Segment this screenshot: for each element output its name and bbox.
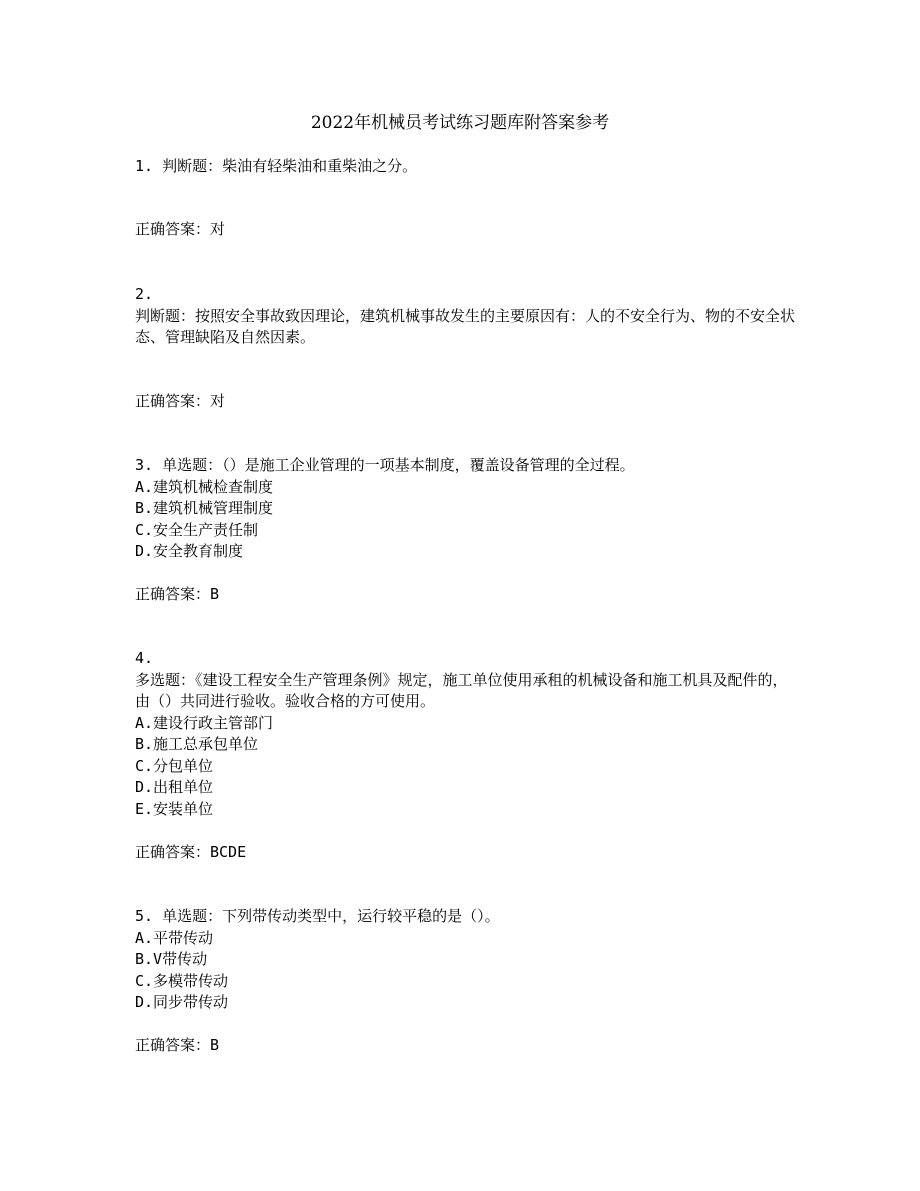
answer-4: 正确答案：BCDE [135, 843, 247, 861]
question-number: 1. [135, 157, 154, 175]
answer-2: 正确答案：对 [135, 392, 226, 410]
question-5 [135, 906, 795, 1014]
question-stem: 1. 判断题：柴油有轻柴油和重柴油之分。 [135, 157, 418, 175]
question-stem: 3. 单选题：（）是施工企业管理的一项基本制度，覆盖设备管理的全过程。 [135, 456, 635, 474]
option-a: A.建设行政主管部门 [135, 713, 274, 732]
question-stem: 多选题：《建设工程安全生产管理条例》规定，施工单位使用承租的机械设备和施工机具及配件的，由（）共同进行验收。验收合格的方可使用。 [135, 670, 788, 710]
option-b: B.施工总承包单位 [135, 735, 259, 753]
answer-1: 正确答案：对 [135, 220, 226, 238]
option-c: C.分包单位 [135, 756, 214, 775]
option-b: B.V带传动 [135, 950, 208, 968]
answer-5: 正确答案：B [135, 1036, 220, 1054]
option-c: C.安全生产责任制 [135, 520, 259, 539]
question-1 [135, 156, 795, 178]
option-b: B.建筑机械管理制度 [135, 499, 274, 517]
option-c: C.多模带传动 [135, 971, 229, 990]
question-number: 2. [135, 285, 154, 303]
option-d: D.出租单位 [135, 778, 214, 796]
answer-3: 正确答案：B [135, 585, 220, 603]
option-d: D.同步带传动 [135, 993, 229, 1011]
question-number: 3. [135, 456, 154, 474]
option-d: D.安全教育制度 [135, 542, 244, 560]
question-stem: 5. 单选题：下列带传动类型中，运行较平稳的是（）。 [135, 907, 500, 925]
option-e: E.安装单位 [135, 799, 214, 818]
question-number: 4. [135, 649, 154, 667]
option-a: A.建筑机械检查制度 [135, 477, 274, 496]
question-number: 5. [135, 907, 154, 925]
question-3 [135, 455, 795, 563]
question-stem: 判断题：按照安全事故致因理论，建筑机械事故发生的主要原因有：人的不安全行为、物的不安全状态、管理缺陷及自然因素。 [135, 306, 796, 346]
document-title: 2022年机械员考试练习题库附答案参考 [310, 113, 610, 133]
question-2 [135, 284, 795, 349]
question-4 [135, 648, 795, 820]
option-a: A.平带传动 [135, 928, 214, 947]
